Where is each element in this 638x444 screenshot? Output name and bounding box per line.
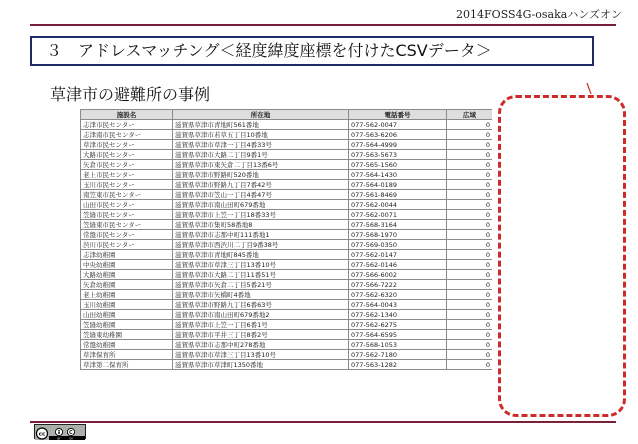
cell-area: 0: [447, 340, 493, 350]
svg-text:BY: BY: [57, 437, 61, 440]
cell-address: 滋賀県草津市草津町1350番地: [173, 360, 349, 370]
cell-facility-name: 草津第二保育所: [81, 360, 173, 370]
cell-area: 0: [447, 170, 493, 180]
cell-facility-name: 笠縫東幼稚園: [81, 330, 173, 340]
cell-area: 0: [447, 220, 493, 230]
cell-area: 0: [447, 350, 493, 360]
cell-facility-name: 矢倉幼稚園: [81, 280, 173, 290]
table-row: [81, 240, 493, 250]
cell-phone: 077-566-6002: [349, 270, 447, 280]
slide-subheading: 草津市の避難所の事例: [50, 85, 211, 104]
cell-area: 0: [447, 120, 493, 130]
top-divider: [30, 24, 616, 26]
cell-phone: 077-564-1430: [349, 170, 447, 180]
table-row: [81, 310, 493, 320]
table-row: [81, 260, 493, 270]
cell-address: 滋賀県草津市上笠一丁目6番1号: [173, 320, 349, 330]
cell-address: 滋賀県草津市大路二丁目9番1号: [173, 150, 349, 160]
table-row: [81, 180, 493, 190]
cell-phone: 077-568-1970: [349, 230, 447, 240]
table-row: [81, 160, 493, 170]
column-header-address: 所在地: [173, 110, 349, 120]
cell-phone: 077-563-6206: [349, 130, 447, 140]
cell-area: 0: [447, 130, 493, 140]
cell-phone: 077-561-8469: [349, 190, 447, 200]
cell-phone: 077-562-0047: [349, 120, 447, 130]
cell-area: 0: [447, 270, 493, 280]
cell-phone: 077-563-5673: [349, 150, 447, 160]
cell-address: 滋賀県草津市上笠一丁目18番33号: [173, 210, 349, 220]
cell-area: 0: [447, 240, 493, 250]
cell-area: 0: [447, 230, 493, 240]
cell-area: 0: [447, 250, 493, 260]
table-row: [81, 280, 493, 290]
cell-phone: 077-562-0146: [349, 260, 447, 270]
table-row: [81, 130, 493, 140]
cell-facility-name: 山田市民センター: [81, 200, 173, 210]
cell-address: 滋賀県草津市草津三丁目13番10号: [173, 350, 349, 360]
cell-area: 0: [447, 260, 493, 270]
table-row: [81, 360, 493, 370]
table-row: [81, 350, 493, 360]
cell-phone: 077-564-0189: [349, 180, 447, 190]
table-row: [81, 320, 493, 330]
cell-phone: 077-562-1340: [349, 310, 447, 320]
presentation-header: 2014FOSS4G-osakaハンズオン: [456, 8, 622, 21]
table-row: [81, 120, 493, 130]
cell-address: 滋賀県草津市矢倉二丁目5番21号: [173, 280, 349, 290]
cell-phone: 077-564-6595: [349, 330, 447, 340]
cell-facility-name: 中央幼稚園: [81, 260, 173, 270]
table-row: [81, 230, 493, 240]
cell-address: 滋賀県草津市野路町520番地: [173, 170, 349, 180]
cell-area: 0: [447, 140, 493, 150]
table-body: [81, 120, 493, 370]
table-row: [81, 250, 493, 260]
table-row: [81, 270, 493, 280]
cell-phone: 077-562-7180: [349, 350, 447, 360]
table-row: [81, 170, 493, 180]
shelter-table-container: [80, 109, 492, 417]
cell-facility-name: 常盤幼稚園: [81, 340, 173, 350]
cell-facility-name: 山田幼稚園: [81, 310, 173, 320]
cell-phone: 077-564-0043: [349, 300, 447, 310]
cell-phone: 077-564-4999: [349, 140, 447, 150]
cell-address: 滋賀県草津市志那中町278番地: [173, 340, 349, 350]
cell-facility-name: 志津南市民センター: [81, 130, 173, 140]
cell-phone: 077-563-1282: [349, 360, 447, 370]
cell-facility-name: 渋川市民センター: [81, 240, 173, 250]
table-row: [81, 150, 493, 160]
table-row: [81, 210, 493, 220]
slide-title: ３ アドレスマッチング＜経度緯度座標を付けたCSVデータ＞: [30, 36, 594, 66]
cell-address: 滋賀県草津市大路二丁目11番51号: [173, 270, 349, 280]
cell-address: 滋賀県草津市矢橋町4番地: [173, 290, 349, 300]
cell-address: 滋賀県草津市南山田町679番地2: [173, 310, 349, 320]
cell-facility-name: 常盤市民センター: [81, 230, 173, 240]
cell-address: 滋賀県草津市南山田町679番地: [173, 200, 349, 210]
cell-facility-name: 笠縫市民センター: [81, 210, 173, 220]
cell-address: 滋賀県草津市草津一丁目4番33号: [173, 140, 349, 150]
cell-facility-name: 南笠東市民センター: [81, 190, 173, 200]
cell-facility-name: 大路市民センター: [81, 150, 173, 160]
cell-address: 滋賀県草津市志那中町111番地1: [173, 230, 349, 240]
table-row: [81, 340, 493, 350]
cell-area: 0: [447, 300, 493, 310]
cell-address: 滋賀県草津市野路九丁目6番63号: [173, 300, 349, 310]
cell-address: 滋賀県草津市野路九丁目7番42号: [173, 180, 349, 190]
column-header-facility: 施設名: [81, 110, 173, 120]
cell-facility-name: 志津幼稚園: [81, 250, 173, 260]
cell-facility-name: 玉川市民センター: [81, 180, 173, 190]
cell-address: 滋賀県草津市集町58番地8: [173, 220, 349, 230]
cell-area: 0: [447, 150, 493, 160]
cell-facility-name: 草津保育所: [81, 350, 173, 360]
cell-address: 滋賀県草津市東矢倉二丁目13番6号: [173, 160, 349, 170]
table-row: [81, 300, 493, 310]
cell-area: 0: [447, 360, 493, 370]
svg-text:SA: SA: [69, 437, 73, 440]
cell-address: 滋賀県草津市青地町845番地: [173, 250, 349, 260]
cell-facility-name: 大路幼稚園: [81, 270, 173, 280]
cell-phone: 077-562-6320: [349, 290, 447, 300]
table-row: [81, 140, 493, 150]
cell-area: 0: [447, 190, 493, 200]
cell-address: 滋賀県草津市青地町561番地: [173, 120, 349, 130]
cell-area: 0: [447, 180, 493, 190]
cell-phone: 077-562-0044: [349, 200, 447, 210]
cell-facility-name: 草津市民センター: [81, 140, 173, 150]
cell-phone: 077-568-1053: [349, 340, 447, 350]
cell-phone: 077-562-6275: [349, 320, 447, 330]
creative-commons-by-sa-icon: [34, 424, 86, 439]
table-row: [81, 220, 493, 230]
cell-facility-name: 老上市民センター: [81, 170, 173, 180]
cell-facility-name: 玉川幼稚園: [81, 300, 173, 310]
cell-area: 0: [447, 320, 493, 330]
cell-area: 0: [447, 280, 493, 290]
cell-phone: 077-566-7222: [349, 280, 447, 290]
cell-facility-name: 笠縫幼稚園: [81, 320, 173, 330]
table-row: [81, 290, 493, 300]
table-header-row: [81, 110, 493, 120]
svg-text:cc: cc: [38, 431, 46, 438]
cell-area: 0: [447, 290, 493, 300]
table-row: [81, 190, 493, 200]
cell-address: 滋賀県草津市草津三丁目13番10号: [173, 260, 349, 270]
column-header-area: 広域: [447, 110, 493, 120]
cell-address: 滋賀県草津市平井三丁目8番2号: [173, 330, 349, 340]
bottom-divider: [30, 421, 616, 423]
column-header-phone: 電話番号: [349, 110, 447, 120]
cell-address: 滋賀県草津市若草五丁目10番地: [173, 130, 349, 140]
cell-facility-name: 老上幼稚園: [81, 290, 173, 300]
cell-area: 0: [447, 160, 493, 170]
table-row: [81, 330, 493, 340]
cell-area: 0: [447, 330, 493, 340]
cell-phone: 077-569-0350: [349, 240, 447, 250]
shelter-table: [80, 109, 492, 370]
cell-address: 滋賀県草津市西渋川二丁目9番38号: [173, 240, 349, 250]
cell-area: 0: [447, 200, 493, 210]
table-row: [81, 200, 493, 210]
highlight-dashed-box: [498, 95, 626, 417]
cell-address: 滋賀県草津市笠山一丁目4番47号: [173, 190, 349, 200]
cell-facility-name: 矢倉市民センター: [81, 160, 173, 170]
cell-facility-name: 笠縫東市民センター: [81, 220, 173, 230]
cell-phone: 077-562-0071: [349, 210, 447, 220]
cell-facility-name: 志津市民センター: [81, 120, 173, 130]
cell-phone: 077-565-1560: [349, 160, 447, 170]
cell-area: 0: [447, 310, 493, 320]
red-pointer-mark: [586, 82, 596, 96]
cell-area: 0: [447, 210, 493, 220]
cell-phone: 077-562-0147: [349, 250, 447, 260]
cell-phone: 077-568-3164: [349, 220, 447, 230]
